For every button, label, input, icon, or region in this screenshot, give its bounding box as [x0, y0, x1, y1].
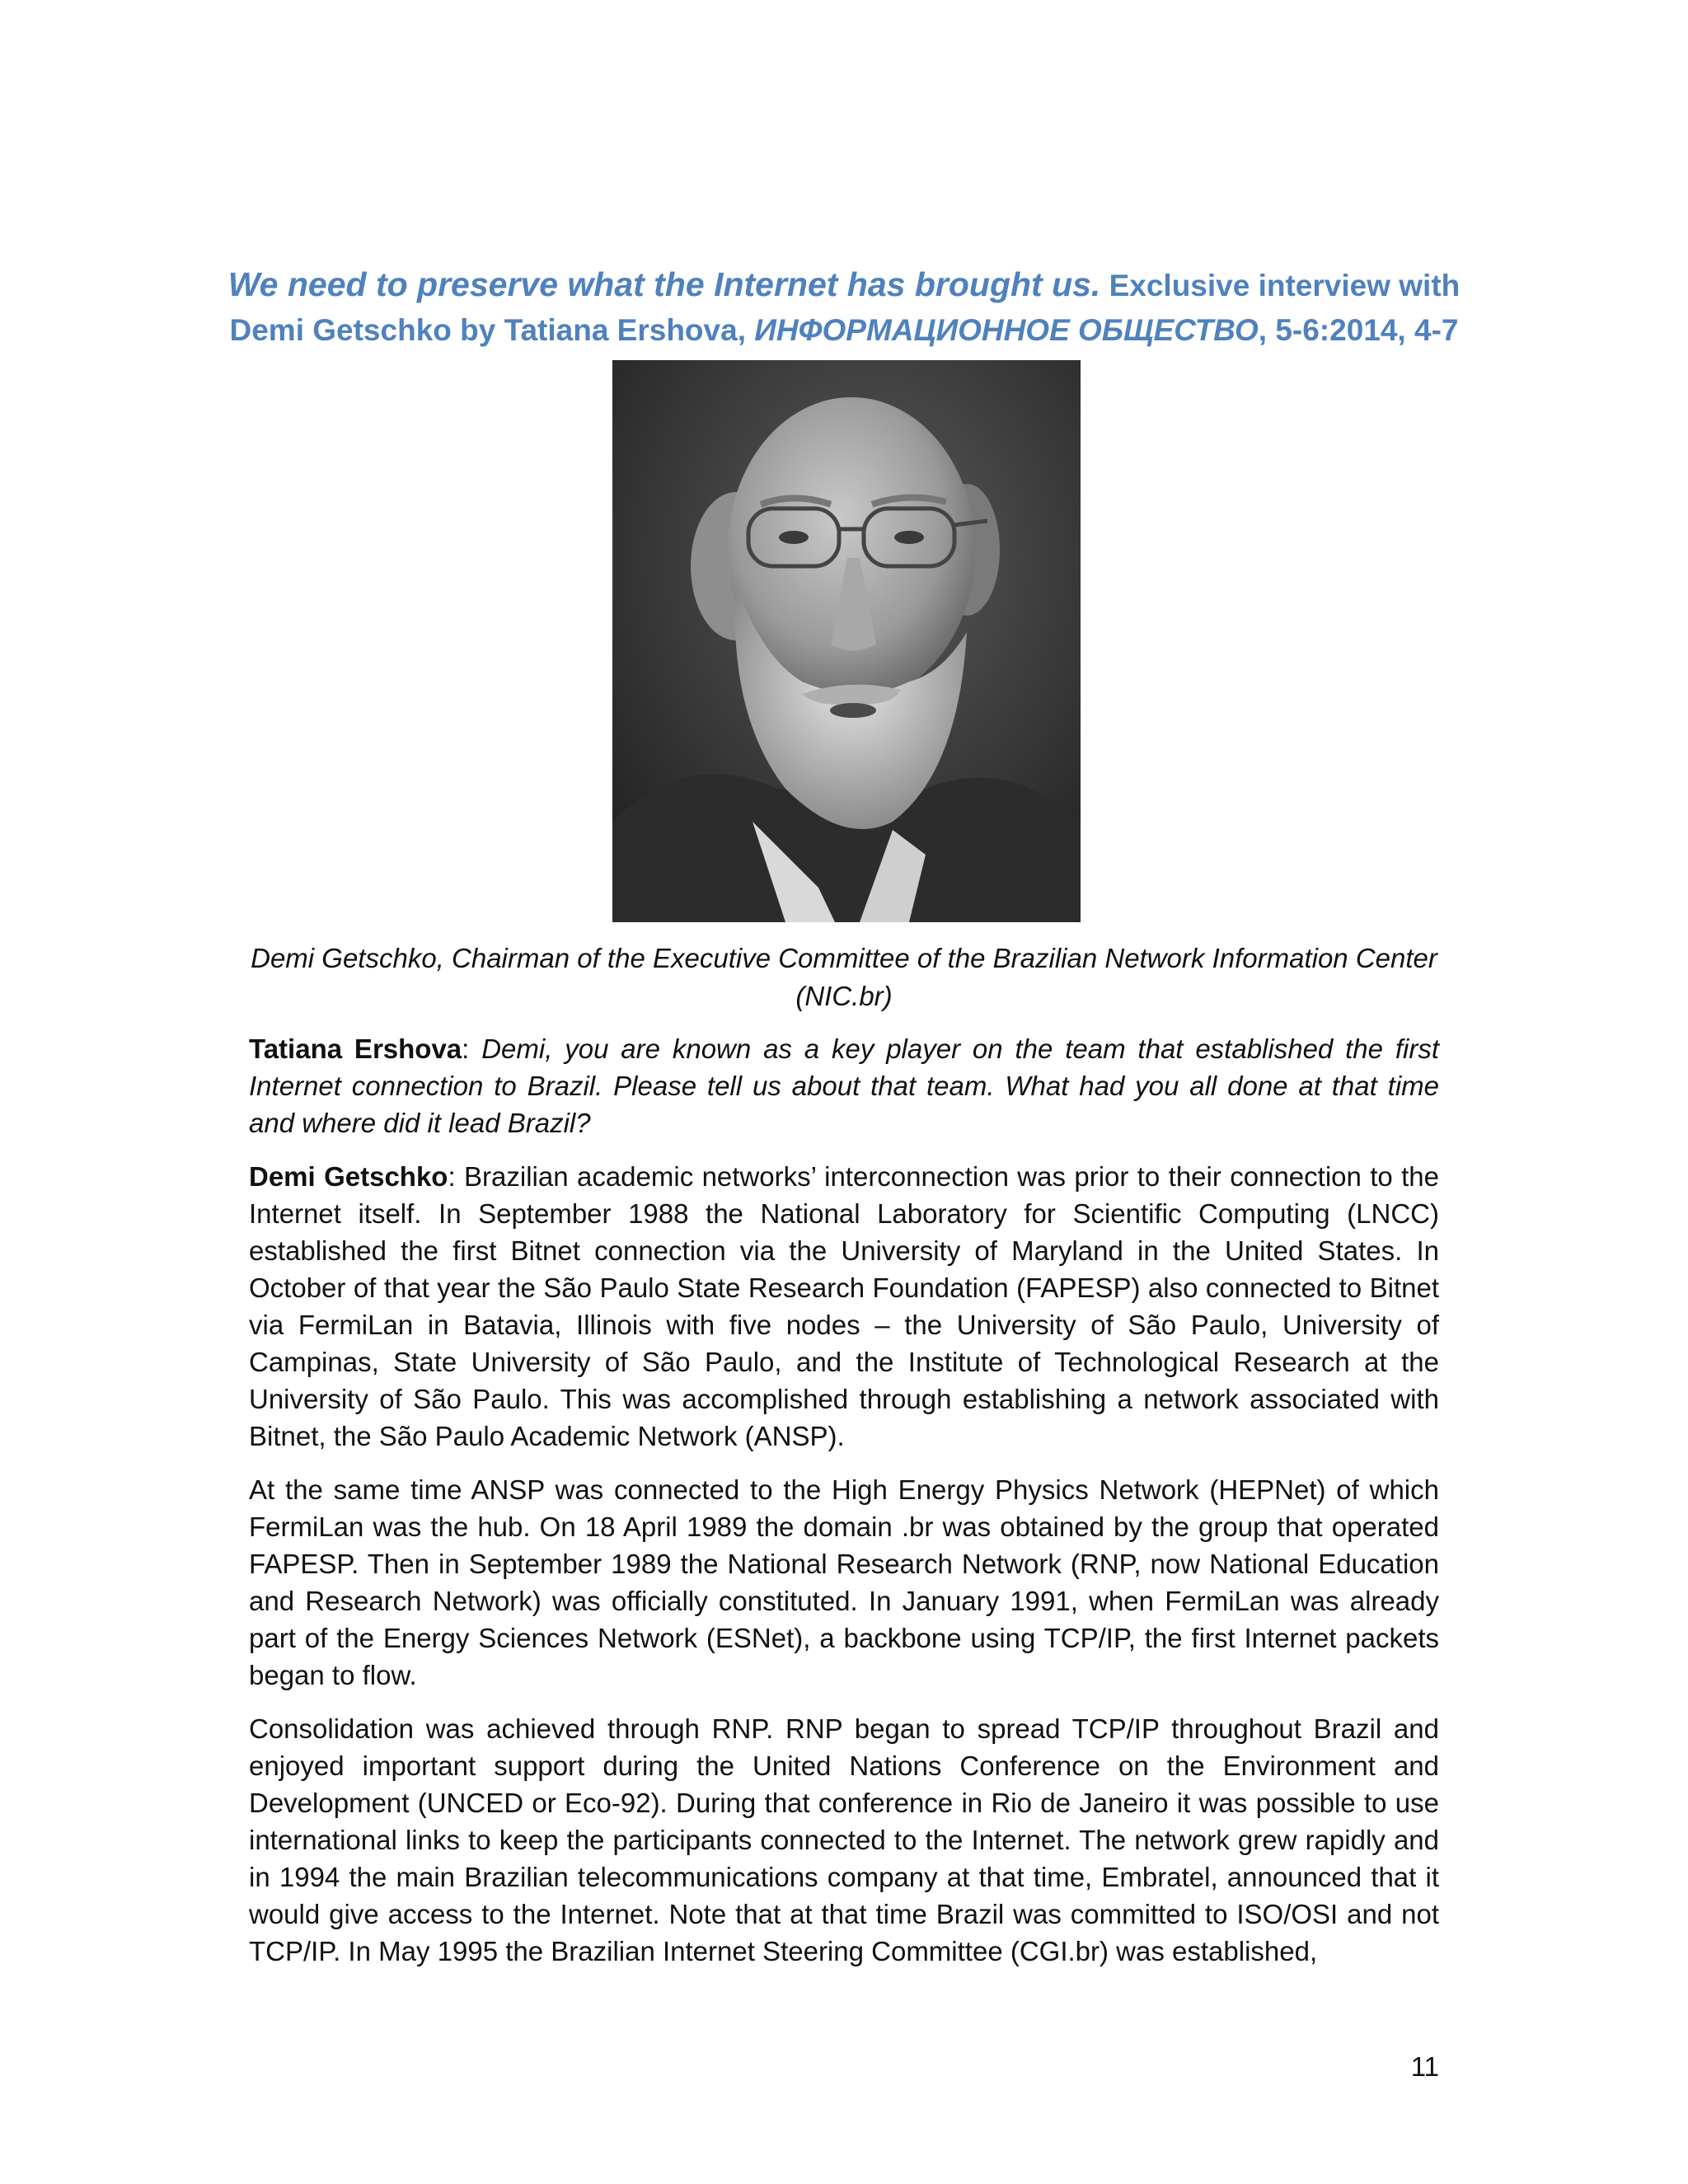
title-publication: ИНФОРМАЦИОННОЕ ОБЩЕСТВО [754, 313, 1259, 347]
speaker-separator: : [448, 1161, 465, 1192]
answer-paragraph [249, 1158, 1439, 1455]
title-issue: , 5-6:2014, 4-7 [1258, 313, 1459, 347]
body-paragraph: Consolidation was achieved through RNP. RNP began to spread TCP/IP throughout Brazil and enjoyed important support during the United Nations Conference on the Environment and Development (UNCED or Eco-92). During that conference in Rio de Janeiro it was possible to use international links to keep the participants connected to the Internet. The network grew rapidly and in 1994 the main Brazilian telecommunications company at that time, Embratel, announced that it would give access to the Internet. Note that at that time Brazil was committed to ISO/OSI and not TCP/IP. In May 1995 the Brazilian Internet Steering Committee (CGI.br) was established, [249, 1713, 1439, 1966]
portrait-illustration [612, 360, 1081, 922]
speaker-separator: : [462, 1033, 482, 1064]
interview-body [249, 1030, 1439, 1986]
photo-caption: Demi Getschko, Chairman of the Executive Committee of the Brazilian Network Information Center (NIC.br) [251, 943, 1437, 1011]
page-number: 11 [1410, 2051, 1439, 2082]
question-text: Demi, you are known as a key player on the team that established the first Internet connection to Brazil. Please tell us about that team. What had you all done at that time and where did it lead Brazil? [249, 1033, 1440, 1138]
interviewer-name: Tatiana Ershova [249, 1033, 462, 1064]
interviewee-name: Demi Getschko [249, 1161, 448, 1192]
portrait-photo [612, 360, 1081, 922]
answer-text: Brazilian academic networks’ interconnection was prior to their connection to the Internet itself. In September 1988 the National Laboratory for Scientific Computing (LNCC) established the first Bitnet connection via the University of Maryland in the United States. In October of that year the São Paulo State Research Foundation (FAPESP) also connected to Bitnet via FermiLan in Batavia, Illinois with five nodes – the University of São Paulo, University of Campinas, State University of São Paulo, and the Institute of Technological Research at the University of São Paulo. This was accomplished through establishing a network associated with Bitnet, the São Paulo Academic Network (ANSP). [249, 1161, 1440, 1451]
question-paragraph [249, 1030, 1439, 1141]
article-title [206, 262, 1482, 353]
body-paragraph: At the same time ANSP was connected to the High Energy Physics Network (HEPNet) of which FermiLan was the hub. On 18 April 1989 the domain .br was obtained by the group that operated FAPESP. Then in September 1989 the National Research Network (RNP, now National Education and Research Network) was officially constituted. In January 1991, when FermiLan was already part of the Energy Sciences Network (ESNet), a backbone using TCP/IP, the first Internet packets began to flow. [249, 1474, 1439, 1690]
title-headline: We need to preserve what the Internet has brought us. [227, 265, 1101, 303]
title-lead: Exclusive interview with Demi Getschko by Tatiana Ershova, [229, 269, 1461, 347]
